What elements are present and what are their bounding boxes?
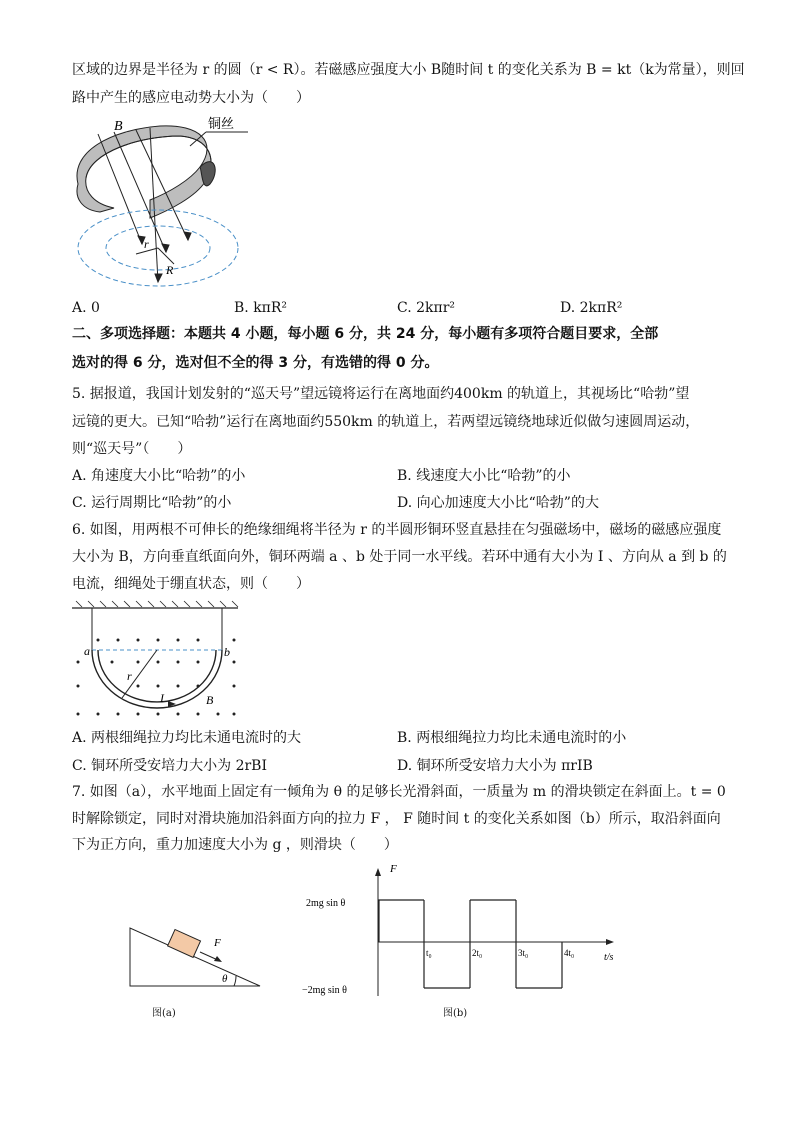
q5-option-a: A. 角速度大小比“哈勃”的小 [72,468,246,484]
q7-b-tick-3: 3t₀ [518,948,529,958]
q4-text-line2: 路中产生的感应电动势大小为（ ） [72,90,310,106]
q4-label-R: R [166,263,174,277]
q7-b-tick-4: 4t₀ [564,948,575,958]
q6-text-line3: 电流，细绳处于绷直状态，则（ ） [72,576,310,592]
q4-text-line1: 区域的边界是半径为 r 的圆（r < R）。若磁感应强度大小 B随时间 t 的变化关系为 B = kt（k为常量），则回 [72,62,745,78]
q7-b-label-pos: 2mg sin θ [306,898,346,909]
q6-label-r: r [127,669,132,683]
q5-option-b: B. 线速度大小比“哈勃”的小 [397,468,571,484]
q6-label-a: a [84,644,90,658]
section2-heading-line2: 选对的得 6 分，选对但不全的得 3 分，有选错的得 0 分。 [72,355,439,371]
section2-heading-line1: 二、多项选择题：本题共 4 小题，每小题 6 分，共 24 分，每小题有多项符合题目要求，全部 [72,326,659,342]
q7-force-time-chart [300,860,620,1000]
q4-label-r: r [144,237,149,251]
q6-label-b: b [224,645,230,659]
q6-text-line1: 6. 如图，用两根不可伸长的绝缘细绳将半径为 r 的半圆形铜环竖直悬挂在匀强磁场中，磁场的磁感应强度 [72,522,722,538]
step-series [378,900,562,988]
q7-b-label-neg: −2mg sin θ [302,985,347,996]
q7-b-tick-1: t₀ [426,948,432,958]
q5-option-d: D. 向心加速度大小比“哈勃”的大 [397,495,599,511]
q4-label-B: B [114,119,123,134]
q7-b-label-axis: t/s [604,952,614,963]
q6-label-B: B [206,693,214,707]
q4-ring-figure [70,112,260,292]
q5-text-line1: 5. 据报道，我国计划发射的“巡天号”望远镜将运行在离地面约400km 的轨道上，其视场比“哈勃”望 [72,386,690,402]
q6-option-a: A. 两根细绳拉力均比未通电流时的大 [72,730,302,746]
q7-b-tick-2: 2t₀ [472,948,483,958]
q6-option-c: C. 铜环所受安培力大小为 2rBI [72,758,267,774]
q6-text-line2: 大小为 B，方向垂直纸面向外，铜环两端 a 、b 处于同一水平线。若环中通有大小为 I 、方向从 a 到 b 的 [72,549,727,565]
q4-option-a: A. 0 [72,300,100,316]
q7-a-label-theta: θ [222,973,228,985]
q6-label-I: I [160,691,164,705]
q6-option-d: D. 铜环所受安培力大小为 πrIB [397,758,593,774]
q6-ring-figure [72,600,242,724]
q7-fig-b-caption: 图(b) [443,1008,468,1019]
q7-a-label-F: F [214,937,221,949]
q7-fig-a-caption: 图(a) [152,1008,176,1019]
q7-b-label-F: F [390,863,397,875]
q7-text-line2: 时解除锁定，同时对滑块施加沿斜面方向的拉力 F ， F 随时间 t 的变化关系如图（b）所示，取沿斜面向 [72,811,721,827]
q4-option-c: C. 2kπr² [397,300,456,316]
q7-text-line3: 下为正方向，重力加速度大小为 g ，则滑块（ ） [72,837,398,853]
q4-option-b: B. kπR² [234,300,288,316]
q4-option-d: D. 2kπR² [560,300,623,316]
q6-option-b: B. 两根细绳拉力均比未通电流时的小 [397,730,627,746]
q5-text-line3: 则“巡天号”（ ） [72,441,192,457]
q7-incline-figure [122,920,272,992]
q7-text-line1: 7. 如图（a），水平地面上固定有一倾角为 θ 的足够长光滑斜面，一质量为 m 的滑块锁定在斜面上。t = 0 [72,784,726,800]
q5-option-c: C. 运行周期比“哈勃”的小 [72,495,232,511]
q4-label-wire: 铜丝 [208,116,235,131]
q5-text-line2: 远镜的更大。已知“哈勃”运行在离地面约550km 的轨道上，若两望远镜绕地球近似做匀速圆周运动， [72,414,700,430]
